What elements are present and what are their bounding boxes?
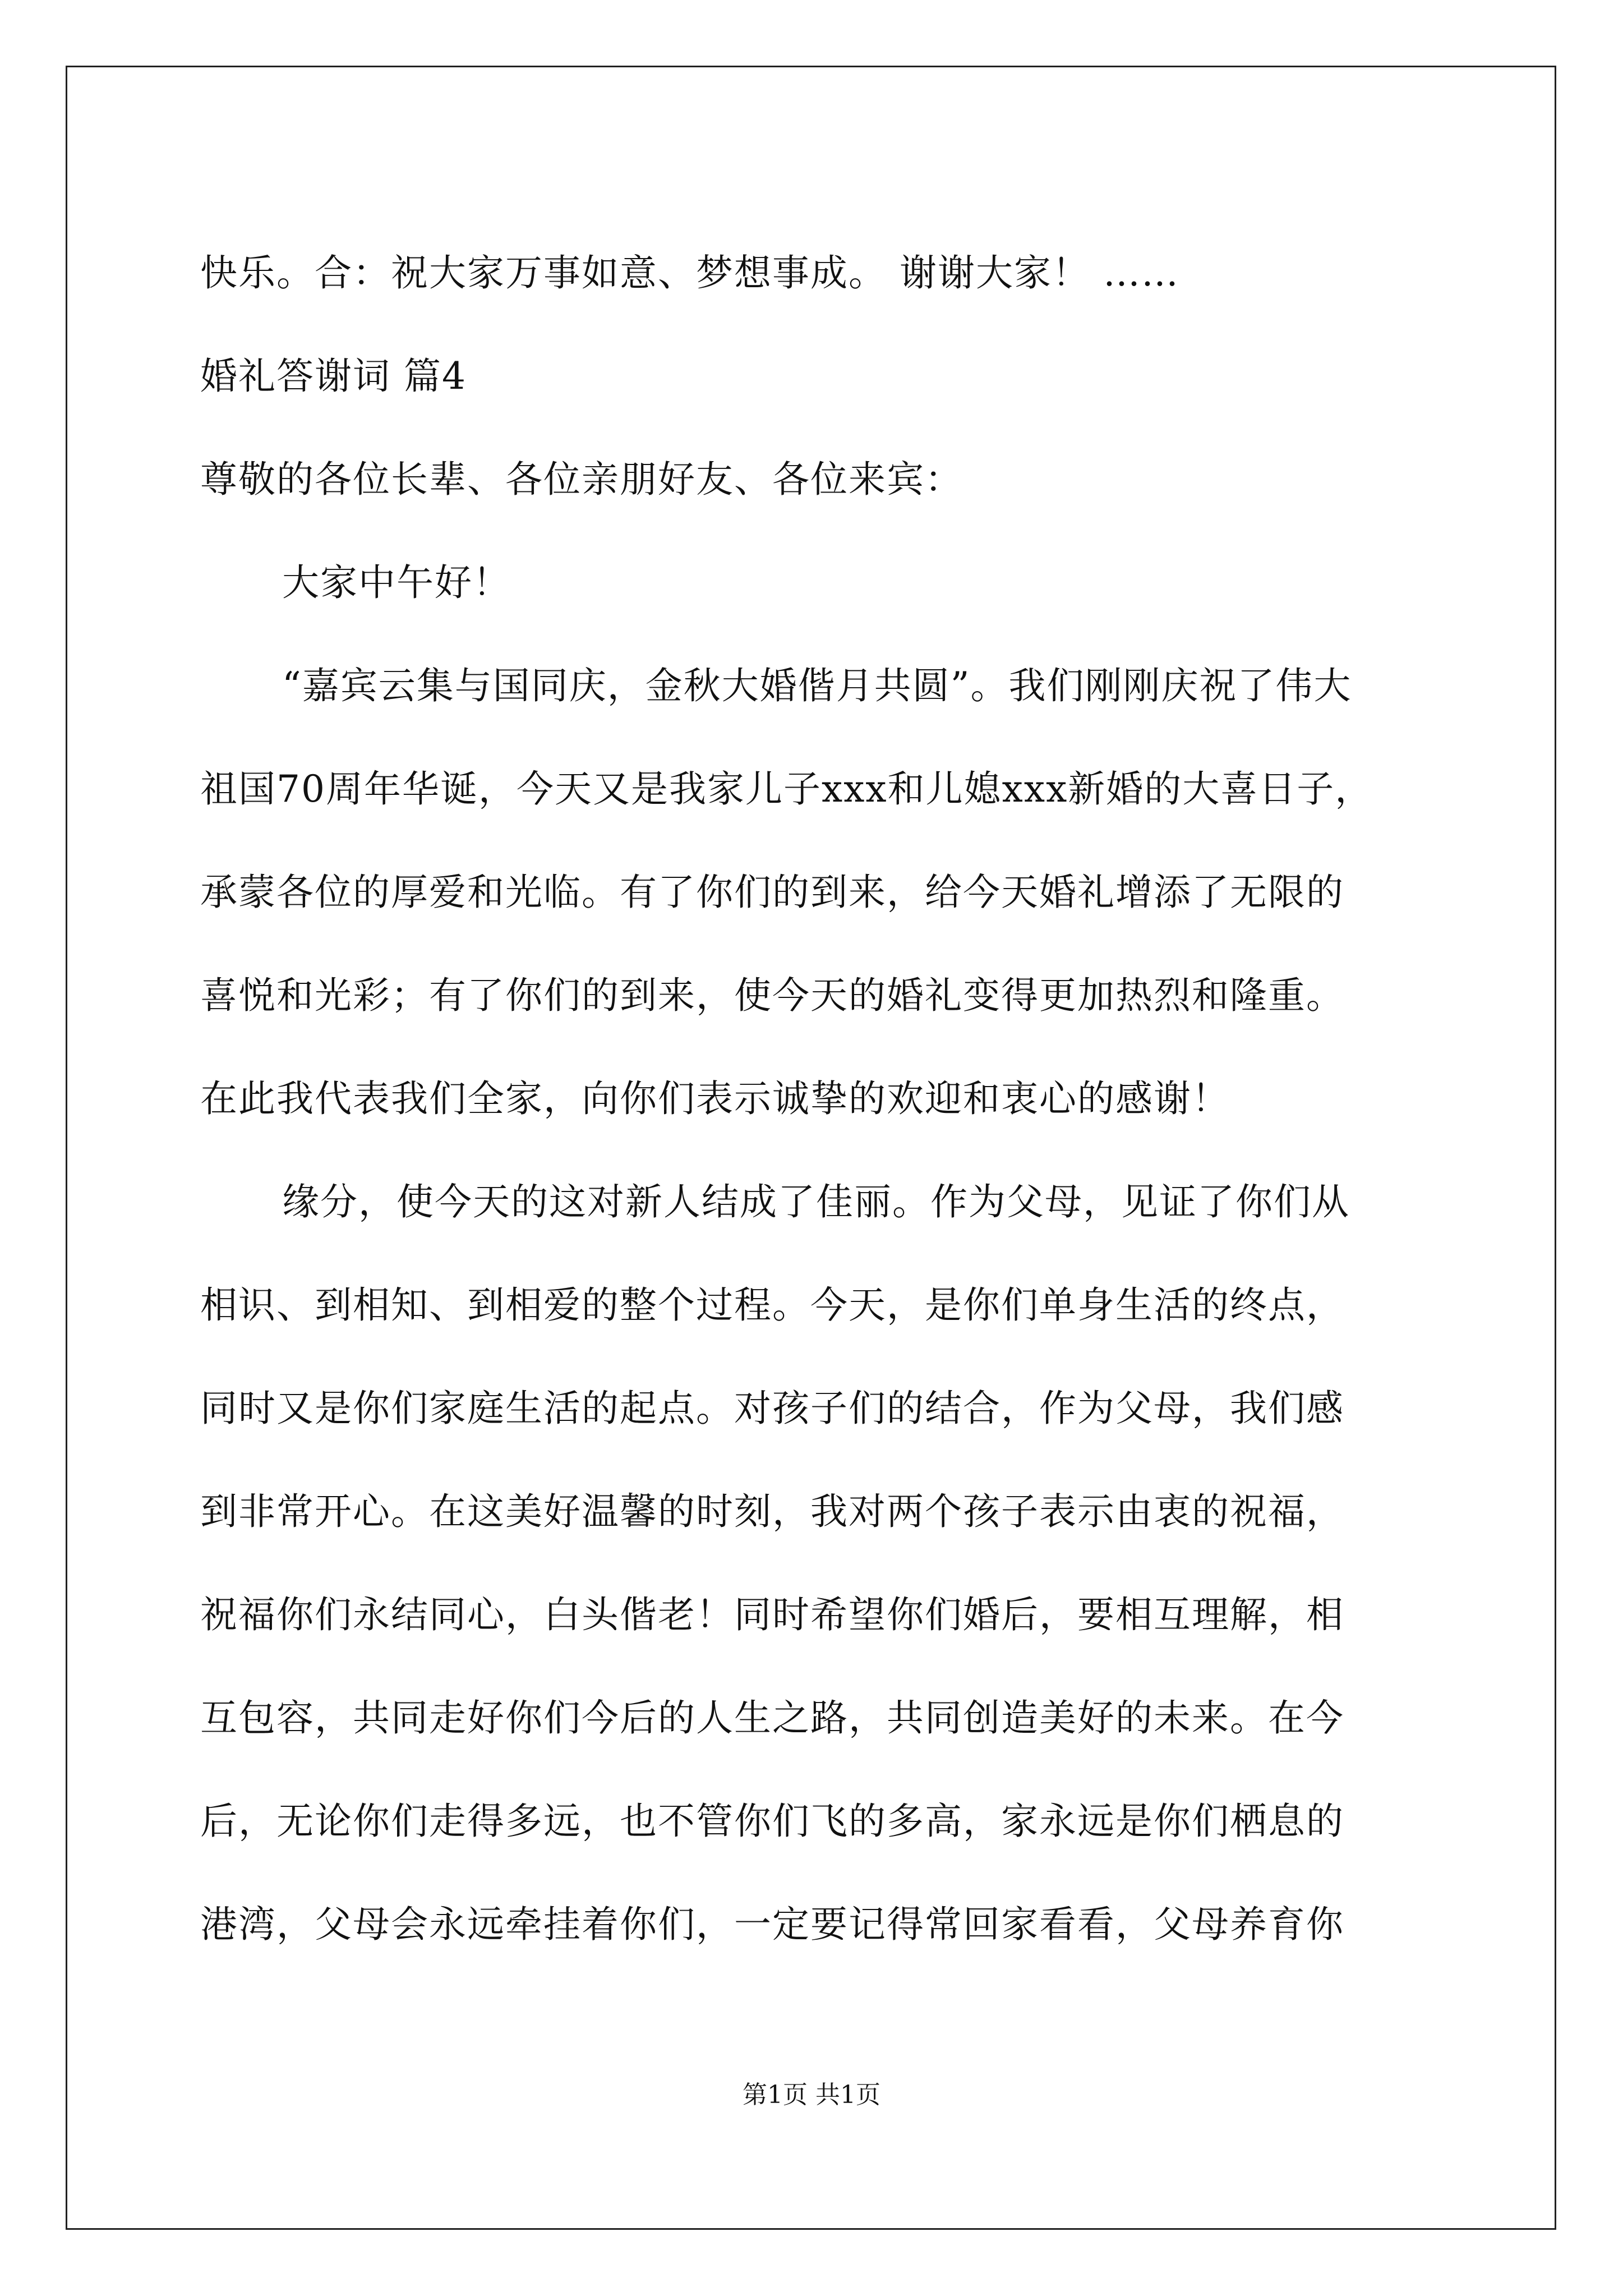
page-number-footer: 第1页 共1页: [743, 2081, 880, 2109]
text-line: 承蒙各位的厚爱和光临。有了你们的到来，给今天婚礼增添了无限的: [200, 871, 1344, 914]
greeting: 大家中午好！: [282, 561, 511, 604]
text-line: 港湾，父母会永远牵挂着你们，一定要记得常回家看看，父母养育你: [200, 1903, 1344, 1946]
text-line: 互包容，共同走好你们今后的人生之路，共同创造美好的未来。在今: [200, 1696, 1344, 1740]
text-line: 快乐。合：祝大家万事如意、梦想事成。 谢谢大家！ ……: [200, 251, 1179, 295]
text-line: 后，无论你们走得多远，也不管你们飞的多高，家永远是你们栖息的: [200, 1800, 1344, 1843]
text-line: 祖国70周年华诞，今天又是我家儿子xxx和儿媳xxx新婚的大喜日子，: [200, 767, 1373, 811]
text-line: 到非常开心。在这美好温馨的时刻，我对两个孩子表示由衷的祝福，: [200, 1490, 1344, 1533]
text-line: 在此我代表我们全家，向你们表示诚挚的欢迎和衷心的感谢！: [200, 1077, 1230, 1120]
salutation: 尊敬的各位长辈、各位亲朋好友、各位来宾：: [200, 458, 963, 501]
section-heading: 婚礼答谢词 篇4: [200, 355, 467, 398]
text-line: 同时又是你们家庭生活的起点。对孩子们的结合，作为父母，我们感: [200, 1387, 1344, 1430]
text-line: 喜悦和光彩；有了你们的到来，使今天的婚礼变得更加热烈和隆重。: [200, 974, 1344, 1017]
text-line: “嘉宾云集与国同庆，金秋大婚偕月共圆”。我们刚刚庆祝了伟大: [282, 664, 1352, 707]
text-line: 相识、到相知、到相爱的整个过程。今天，是你们单身生活的终点，: [200, 1283, 1344, 1327]
document-body: [200, 222, 1434, 1976]
text-line: 祝福你们永结同心，白头偕老！同时希望你们婚后，要相互理解，相: [200, 1593, 1344, 1636]
text-line: 缘分，使今天的这对新人结成了佳丽。作为父母，见证了你们从: [282, 1180, 1350, 1223]
